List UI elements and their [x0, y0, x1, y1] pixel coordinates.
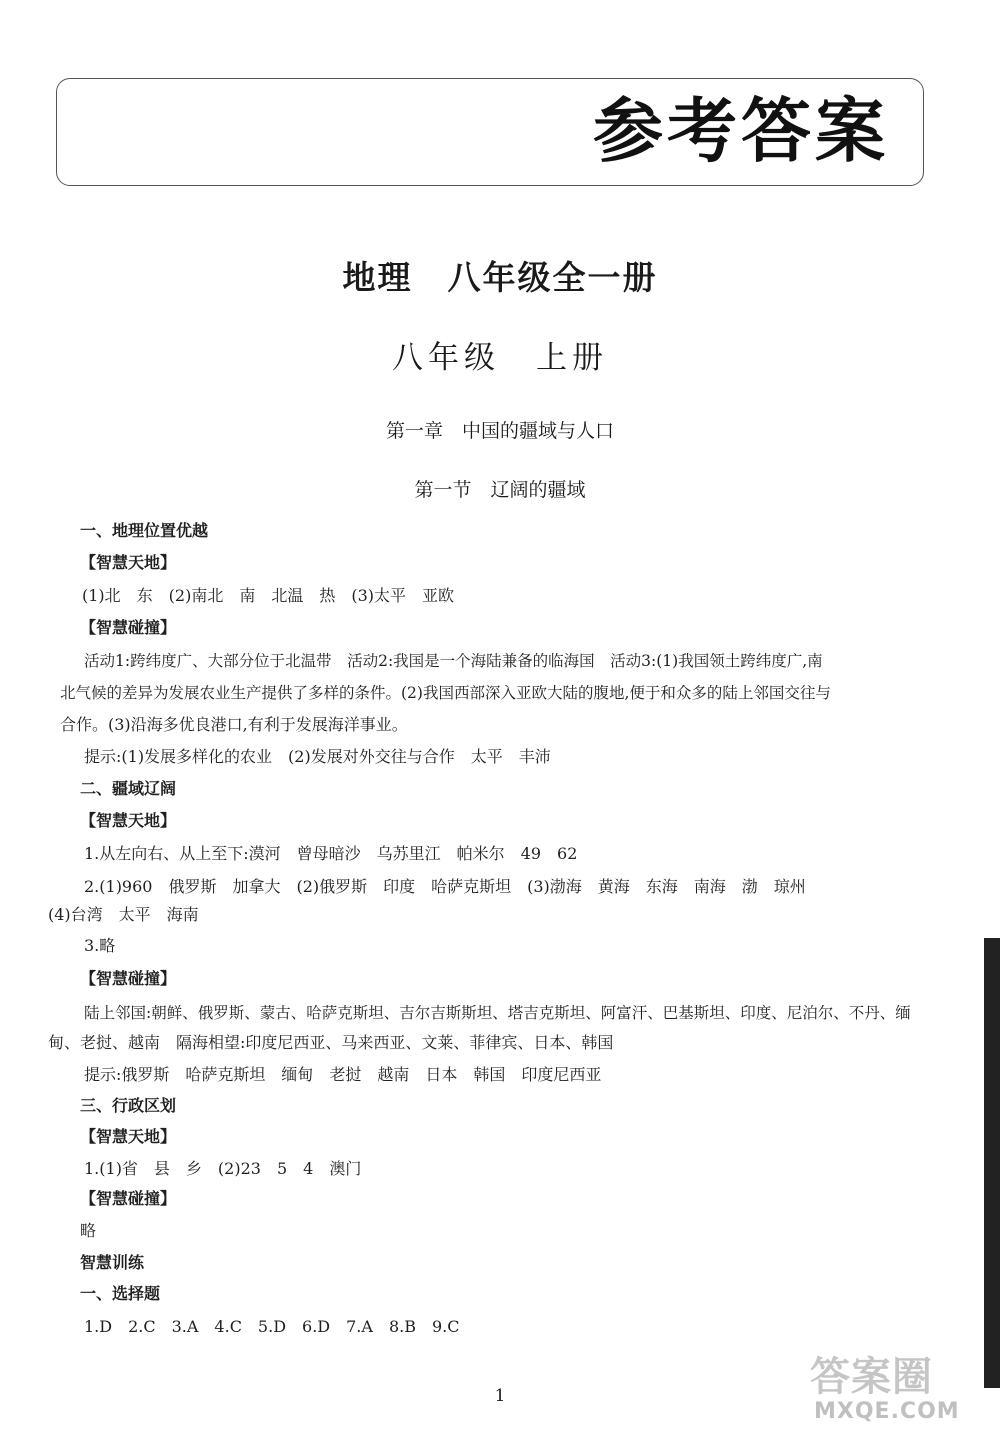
scan-edge-shadow: [984, 938, 1000, 1388]
heading-location: 一、地理位置优越: [80, 521, 209, 540]
answer-line: 1.(1)省 县 乡 (2)23 5 4 澳门: [84, 1159, 362, 1178]
watermark: [810, 1345, 995, 1435]
answer-line: 略: [80, 1221, 97, 1240]
heading-administrative: 三、行政区划: [80, 1096, 177, 1115]
heading-territory: 二、疆域辽阔: [80, 779, 177, 798]
banner-title: 参考答案: [593, 90, 889, 172]
subheading-wisdom-collision: 【智慧碰撞】: [80, 969, 177, 988]
answer-line: (1)北 东 (2)南北 南 北温 热 (3)太平 亚欧: [82, 586, 454, 605]
page-number: 1: [494, 1386, 506, 1406]
subheading-wisdom-world: 【智慧天地】: [80, 553, 177, 572]
watermark-url: MXQE.COM: [814, 1399, 960, 1424]
answer-line: (4)台湾 太平 海南: [48, 905, 199, 924]
subheading-wisdom-world: 【智慧天地】: [80, 1127, 177, 1146]
heading-training: 智慧训练: [80, 1253, 145, 1272]
answer-line: 1.D 2.C 3.A 4.C 5.D 6.D 7.A 8.B 9.C: [84, 1317, 460, 1336]
answer-line: 3.略: [84, 936, 116, 955]
heading-multiple-choice: 一、选择题: [80, 1284, 161, 1303]
answer-line: 合作。(3)沿海多优良港口,有利于发展海洋事业。: [60, 715, 408, 734]
answer-line: 2.(1)960 俄罗斯 加拿大 (2)俄罗斯 印度 哈萨克斯坦 (3)渤海 黄海 东海 南海 渤 琼州: [84, 877, 806, 896]
subheading-wisdom-collision: 【智慧碰撞】: [80, 618, 177, 637]
subheading-wisdom-collision: 【智慧碰撞】: [80, 1189, 177, 1208]
answer-line: 甸、老挝、越南 隔海相望:印度尼西亚、马来西亚、文莱、菲律宾、日本、韩国: [48, 1033, 614, 1052]
chapter-title: 第一章 中国的疆域与人口: [385, 420, 614, 442]
section-title: 第一节 辽阔的疆域: [414, 479, 586, 501]
hint-line: 提示:俄罗斯 哈萨克斯坦 缅甸 老挝 越南 日本 韩国 印度尼西亚: [84, 1065, 602, 1084]
answer-line: 北气候的差异为发展农业生产提供了多样的条件。(2)我国西部深入亚欧大陆的腹地,便于和众多的陆上邻国交往与: [60, 684, 831, 702]
subject-title: 地理 八年级全一册: [342, 258, 658, 297]
subheading-wisdom-world: 【智慧天地】: [80, 811, 177, 830]
answer-key-banner: [56, 78, 924, 186]
answer-line: 陆上邻国:朝鲜、俄罗斯、蒙古、哈萨克斯坦、吉尔吉斯斯坦、塔吉克斯坦、阿富汗、巴基斯坦、印度、尼泊尔、不丹、缅: [84, 1004, 911, 1022]
answer-line: 1.从左向右、从上至下:漠河 曾母暗沙 乌苏里江 帕米尔 49 62: [84, 844, 578, 863]
hint-line: 提示:(1)发展多样化的农业 (2)发展对外交往与合作 太平 丰沛: [84, 747, 551, 766]
grade-title: 八年级 上册: [392, 340, 608, 376]
answer-line: 活动1:跨纬度广、大部分位于北温带 活动2:我国是一个海陆兼备的临海国 活动3:(1)我国领土跨纬度广,南: [84, 652, 823, 670]
watermark-logo-text: 答案圈: [810, 1354, 933, 1400]
